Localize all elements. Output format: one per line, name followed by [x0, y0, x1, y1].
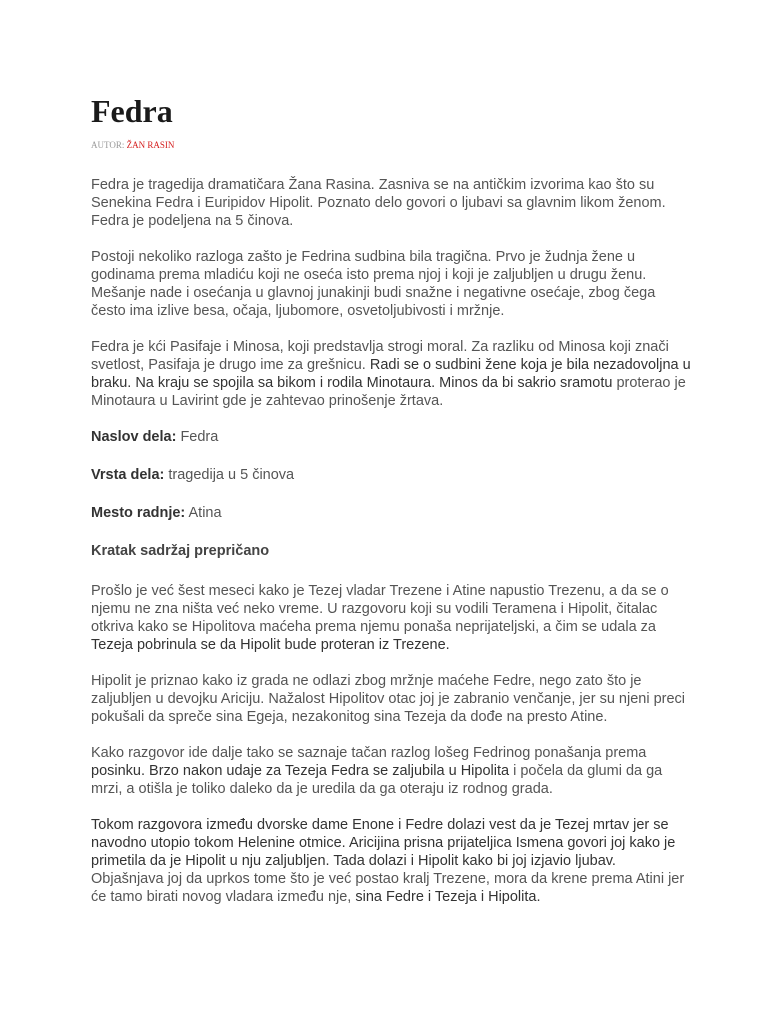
summary-text: Kako razgovor ide dalje tako se saznaje tačan razlog lošeg Fedrinog ponašanja prema — [91, 745, 647, 761]
page-title: Fedra — [91, 93, 173, 129]
author-name[interactable]: ŽAN RASIN — [126, 140, 175, 150]
field-value: tragedija u 5 činova — [164, 467, 295, 483]
summary-paragraph — [91, 744, 691, 798]
field-title — [91, 428, 691, 446]
intro-paragraph: Fedra je tragedija dramatičara Žana Rasina. Zasniva se na antičkim izvorima kao što su Senekina Fedra i Euripidov Hipolit. Poznato delo govori o ljubavi sa glavnim likom ženom. Fedra je podeljena na 5 činova. — [91, 177, 666, 229]
field-label: Vrsta dela: — [91, 467, 165, 483]
origin-text-3: proterao je Minotaura u Lavirint gde je zahtevao prinošenje žrtava. — [91, 375, 686, 409]
field-place — [91, 504, 691, 522]
summary-text-dark: Tezeja pobrinula se da Hipolit bude proteran iz Trezene. — [91, 637, 450, 653]
field-value: Atina — [185, 505, 222, 521]
summary-text: Hipolit je priznao kako iz grada ne odlazi zbog mržnje maćehe Fedre, nego zato što je zaljubljen u devojku Ariciju. Nažalost Hipolitov otac joj je zabranio venčanje, jer su njeni preci pokušali da spreče sina Egeja, nezakonitog sina Tezeja da dođe na presto Atine. — [91, 673, 686, 725]
origin-text-2: Radi se o sudbini žene koja je bila nezadovoljna u braku. Na kraju se spojila sa bikom i rodila Minotaura. Minos da bi sakrio sramotu — [91, 357, 691, 391]
origin-text-1: Fedra je kći Pasifaje i Minosa, koji predstavlja strogi moral. Za razliku od Minosa koji znači svetlost, Pasifaja je drugo ime za grešnicu. — [91, 339, 669, 373]
summary-text: Prošlo je već šest meseci kako je Tezej vladar Trezene i Atine napustio Trezenu, a da se o njemu ne zna ništa već neko vreme. U razgovoru koji su vodili Teramena i Hipolit, čitalac otkriva kako se Hipolitova maćeha prema njemu ponaša neprijateljski, a čim se udala za — [91, 583, 669, 635]
summary-text: Objašnjava joj da uprkos tome što je već postao kralj Trezene, mora da krene prema Atini jer će tamo birati novog vladara između nje, — [91, 871, 685, 905]
summary-tail: sina Fedre i Tezeja i Hipolita. — [355, 889, 541, 905]
article — [91, 92, 691, 924]
summary-text-dark: posinku. Brzo nakon udaje za Tezeja Fedra se zaljubila u Hipolita — [91, 763, 510, 779]
summary-paragraph — [91, 672, 691, 726]
reasons-paragraph: Postoji nekoliko razloga zašto je Fedrina sudbina bila tragična. Prvo je žudnja žene u godinama prema mladiću koji ne oseća isto prema njoj i koji je zaljubljen u drugu ženu. Mešanje nade i osećanja u glavnoj junakinji budi snažne i negativne osećaje, zbog čega često ima izlive besa, očaja, ljubomore, osvetoljubivosti i mržnje. — [91, 249, 656, 319]
origin-paragraph — [91, 338, 691, 410]
field-type — [91, 466, 691, 484]
summary-text-dark: Tokom razgovora između dvorske dame Enone i Fedre dolazi vest da je Tezej mrtav jer se navodno utopio tokom Helenine otmice. Aricijina prisna prijateljica Ismena govori joj kako je primetila da je Hipolit u nju zaljubljen. Tada dolazi i Hipolit kako bi joj izjavio ljubav. — [91, 817, 676, 869]
summary-paragraph — [91, 816, 691, 906]
field-value: Fedra — [176, 429, 219, 445]
author-line — [91, 136, 691, 154]
field-label: Mesto radnje: — [91, 505, 186, 521]
field-label: Naslov dela: — [91, 429, 177, 445]
author-prefix: AUTOR: — [91, 140, 125, 150]
summary-heading: Kratak sadržaj prepričano — [91, 543, 270, 559]
summary-text: i počela da glumi da ga mrzi, a otišla je toliko daleko da je uredila da ga oteraju iz rodnog grada. — [91, 763, 663, 797]
summary-paragraph — [91, 582, 691, 654]
